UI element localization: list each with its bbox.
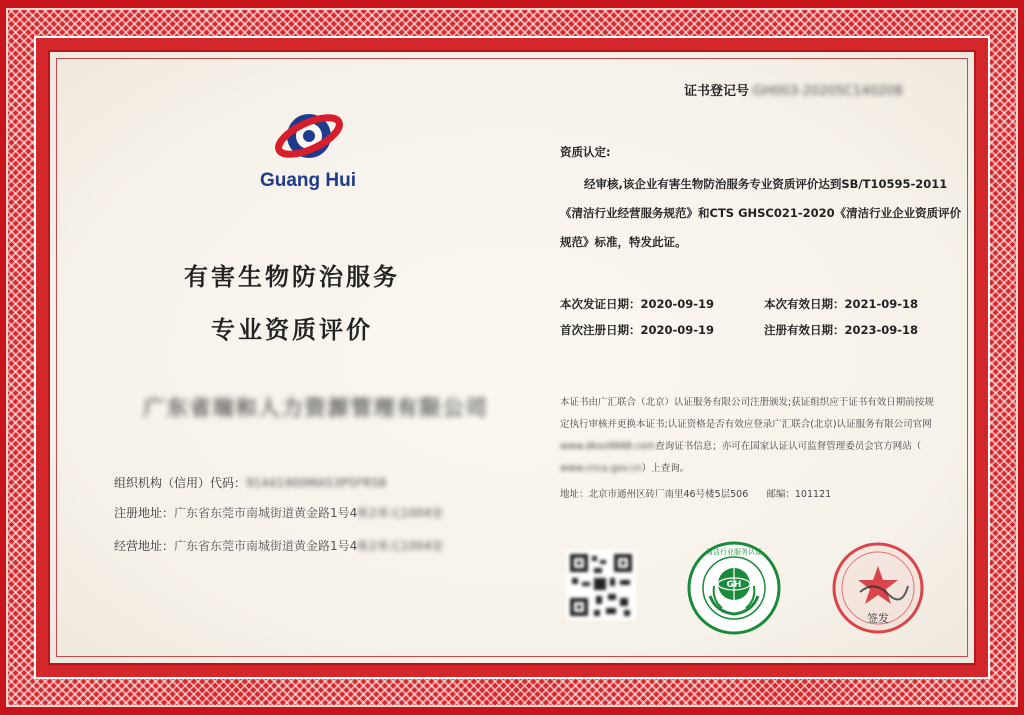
cleaning-certification-emblem-icon <box>686 540 782 636</box>
first-registration-date: 首次注册日期：2020-09-19 <box>560 323 715 337</box>
qualification-heading: 资质认定: <box>560 145 611 159</box>
note-line-4-text: ）上查询。 <box>641 463 690 474</box>
certificate-title-line2: 专业资质评价 <box>211 316 373 344</box>
emblem-inner: GH <box>726 580 742 590</box>
issue-date: 本次发证日期：2020-09-19 <box>560 297 715 311</box>
certificate-title-line1: 有害生物防治服务 <box>184 263 400 291</box>
emblem-label: 清洁行业服务认证 <box>706 548 762 556</box>
certificate-note <box>560 392 970 480</box>
seal-text: 签发 <box>867 612 889 625</box>
note-line-1: 本证书由广汇联合（北京）认证服务有限公司注册颁发;获证组织应于证书有效日期前按规 <box>560 397 934 408</box>
qualification-text: 经审核,该企业有害生物防治服务专业资质评价达到SB/T10595-2011《清洁行业经营服务规范》和CTS GHSC021-2020《清洁行业企业资质评价规范》标准，特发此证。 <box>560 177 962 249</box>
qr-code-icon <box>566 550 636 620</box>
certificate-paper <box>48 50 976 665</box>
note-line-2: 定执行审核并更换本证书;认证资格是否有效应登录广汇联合(北京)认证服务有限公司官网 <box>560 419 932 430</box>
valid-date: 本次有效日期：2021-09-18 <box>764 297 919 311</box>
note-line-4 <box>560 458 970 480</box>
official-seal-icon <box>830 540 926 636</box>
business-address-value: 广东省东莞市南城街道黄金路1号4 <box>174 539 358 553</box>
reg-number-label: 证书登记号 <box>684 84 750 99</box>
certificate-registration-number <box>684 80 903 99</box>
registered-address-blurred: 栋2单元1004室 <box>357 506 444 520</box>
org-code <box>114 474 386 491</box>
company-name: 广东省瑞和人力资源管理有限公司 <box>143 396 489 420</box>
business-address-blurred: 栋2单元1004室 <box>357 539 444 553</box>
business-address-label: 经营地址： <box>114 539 175 553</box>
business-address <box>114 537 443 554</box>
issuer-postcode: 邮编：101121 <box>766 489 832 500</box>
website-url: www.dkso9888.com <box>560 441 656 452</box>
registration-valid-date: 注册有效日期：2023-09-18 <box>764 323 919 337</box>
note-line-3 <box>560 436 970 458</box>
note-line-3-text: 查询证书信息；亦可在国家认证认可监督管理委员会官方网站（ <box>655 441 922 452</box>
issuer-address-text: 地址：北京市通州区砖厂南里46号楼5层506 <box>560 489 749 500</box>
issuer-address <box>560 486 831 500</box>
logo-text: Guang Hui <box>259 170 357 191</box>
org-code-label: 组织机构（信用）代码： <box>114 476 247 490</box>
reg-number-value: :GH003-2020SC140208 <box>749 84 903 99</box>
registered-address-label: 注册地址： <box>114 506 175 520</box>
org-code-value: 91441900MA53P5FR58 <box>246 476 387 490</box>
registered-address <box>114 504 443 521</box>
registered-address-value: 广东省东莞市南城街道黄金路1号4 <box>174 506 358 520</box>
cnca-url: www.cnca.gov.cn <box>560 463 642 474</box>
